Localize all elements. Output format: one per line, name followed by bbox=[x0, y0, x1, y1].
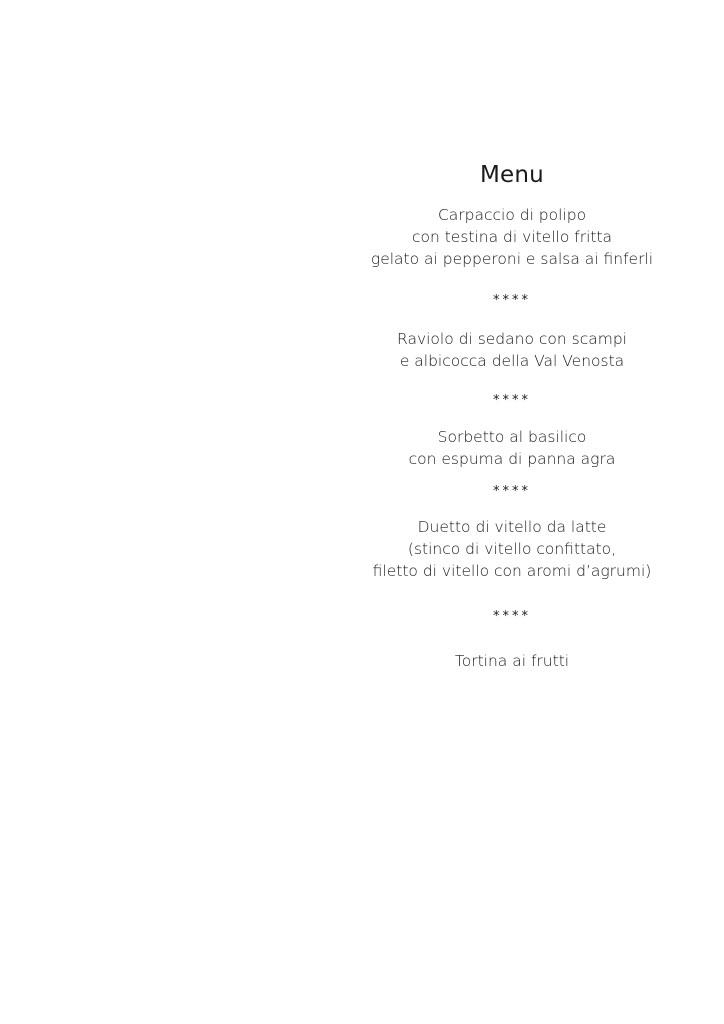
course-4-line-3: filetto di vitello con aromi d’agrumi) bbox=[372, 562, 652, 580]
course-separator: **** bbox=[493, 609, 531, 624]
course-5-line-1: Tortina ai frutti bbox=[454, 652, 570, 670]
course-separator: **** bbox=[493, 293, 531, 308]
course-2-line-2: e albicocca della Val Venosta bbox=[399, 352, 625, 370]
course-1-line-3: gelato ai pepperoni e salsa ai finferli bbox=[370, 250, 654, 268]
menu-title: Menu bbox=[480, 162, 544, 188]
course-4-line-2: (stinco di vitello confittato, bbox=[407, 540, 617, 558]
course-3-line-1: Sorbetto al basilico bbox=[437, 428, 587, 446]
course-1-line-1: Carpaccio di polipo bbox=[437, 206, 587, 224]
course-3-line-2: con espuma di panna agra bbox=[408, 450, 616, 468]
course-separator: **** bbox=[493, 393, 531, 408]
course-1-line-2: con testina di vitello fritta bbox=[411, 228, 613, 246]
course-4-line-1: Duetto di vitello da latte bbox=[417, 518, 607, 536]
course-2-line-1: Raviolo di sedano con scampi bbox=[397, 330, 627, 348]
course-separator: **** bbox=[493, 484, 531, 499]
